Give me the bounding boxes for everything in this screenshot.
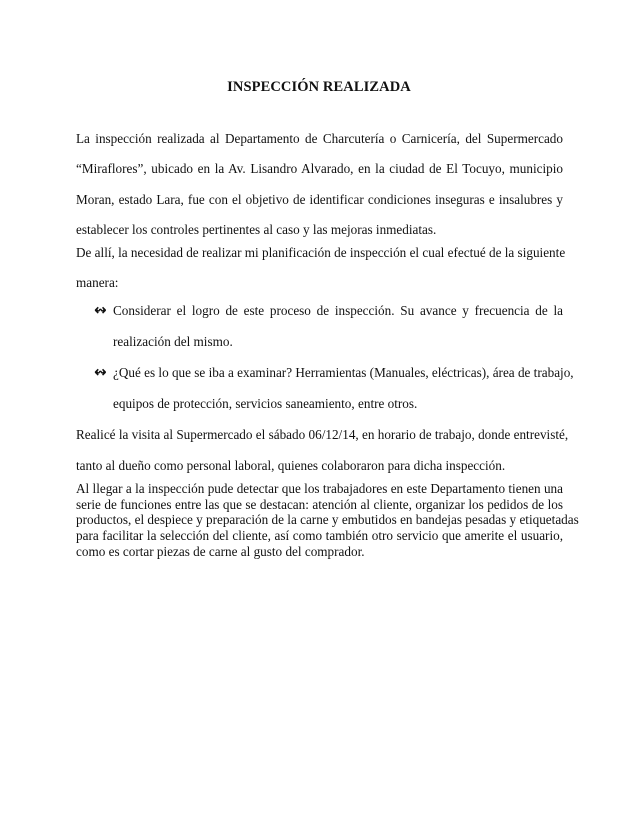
- bullet-line: realización del mismo.: [113, 334, 233, 349]
- bullet-text: [113, 357, 574, 419]
- page-title: INSPECCIÓN REALIZADA: [227, 79, 411, 95]
- paragraph-line: La inspección realizada al Departamento de Charcutería o Carnicería, del Supermercado: [76, 131, 563, 146]
- paragraph-line: serie de funciones entre las que se destacan: atención al cliente, organizar los pedidos de los: [76, 496, 563, 512]
- double-arrow-icon: ↭: [94, 301, 107, 319]
- bullet-line: equipos de protección, servicios saneamiento, entre otros.: [113, 396, 418, 411]
- paragraph-line: establecer los controles pertinentes al caso y las mejoras inmediatas.: [76, 221, 437, 237]
- paragraph-line: De allí, la necesidad de realizar mi planificación de inspección el cual efectué de la siguiente: [76, 245, 566, 260]
- paragraph-visit: [76, 419, 569, 481]
- paragraph-line: Realicé la visita al Supermercado el sábado 06/12/14, en horario de trabajo, donde entrevisté,: [76, 427, 569, 442]
- paragraph-planning: [76, 238, 566, 298]
- paragraph-line: “Miraflores”, ubicado en la Av. Lisandro Alvarado, en la ciudad de El Tocuyo, municipio: [76, 161, 563, 177]
- paragraph-line: manera:: [76, 275, 119, 290]
- paragraph-line: Al llegar a la inspección pude detectar que los trabajadores en este Departamento tienen una: [76, 481, 563, 496]
- bullet-line: ¿Qué es lo que se iba a examinar? Herramientas (Manuales, eléctricas), área de trabajo,: [113, 365, 574, 380]
- bullet-line: Considerar el logro de este proceso de inspección. Su avance y frecuencia de la: [113, 303, 563, 318]
- paragraph-functions: [76, 481, 579, 560]
- paragraph-line: productos, el despiece y preparación de la carne y embutidos en bandejas pesadas y etiquetadas: [76, 512, 579, 528]
- double-arrow-icon: ↭: [94, 363, 107, 381]
- paragraph-line: tanto al dueño como personal laboral, quienes colaboraron para dicha inspección.: [76, 458, 506, 473]
- paragraph-line: para facilitar la selección del cliente, así como también otro servicio que amerite el usuario,: [76, 528, 563, 544]
- paragraph-line: Moran, estado Lara, fue con el objetivo de identificar condiciones inseguras e insalubres y: [76, 191, 563, 207]
- bullet-text: [113, 295, 563, 357]
- paragraph-line: como es cortar piezas de carne al gusto del comprador.: [76, 543, 365, 559]
- paragraph-intro: [76, 124, 563, 245]
